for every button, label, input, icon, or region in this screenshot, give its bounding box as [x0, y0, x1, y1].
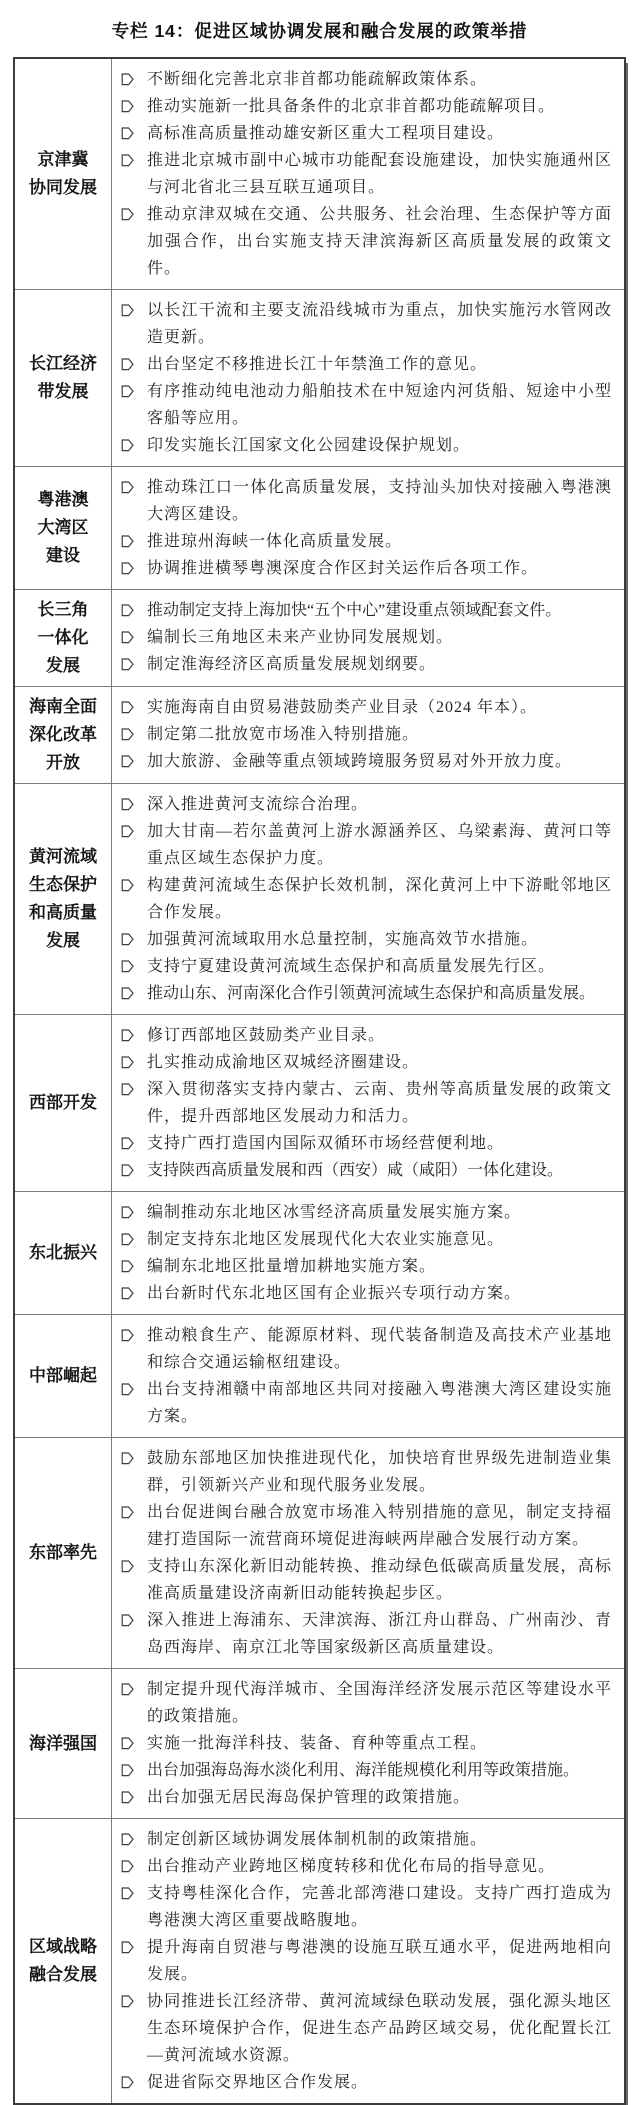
- pentagon-bullet-icon: [121, 986, 134, 1000]
- policy-item-text: 推动珠江口一体化高质量发展，支持汕头加快对接融入粤港澳大湾区建设。: [147, 479, 612, 523]
- pentagon-bullet-icon: [121, 1886, 134, 1900]
- pentagon-bullet-icon: [121, 1790, 134, 1804]
- section-label: [15, 687, 112, 783]
- section-label-line: 融合发展: [29, 1965, 97, 1984]
- section-label-line: 长江经济: [29, 354, 97, 373]
- pentagon-bullet-icon: [121, 1940, 134, 1954]
- bullet-marker: [121, 1076, 147, 1101]
- policy-item: [112, 818, 612, 872]
- policy-item: [112, 1853, 612, 1880]
- section-items: [112, 1015, 624, 1191]
- section-label-line: 带发展: [37, 382, 89, 401]
- section-label-line: 粤港澳: [37, 490, 89, 509]
- policy-item-text: 有序推动纯电池动力船舶技术在中短途内河货船、短途中小型客船等应用。: [147, 383, 612, 427]
- policy-item-text: 制定提升现代海洋城市、全国海洋经济发展示范区等建设水平的政策措施。: [147, 1681, 612, 1725]
- bullet-marker: [121, 474, 147, 499]
- policy-item-text: 出台坚定不移推进长江十年禁渔工作的意见。: [147, 356, 488, 373]
- pentagon-bullet-icon: [121, 357, 134, 371]
- policy-item-text: 支持山东深化新旧动能转换、推动绿色低碳高质量发展，高标准高质量建设济南新旧动能转换起步区。: [147, 1558, 612, 1602]
- policy-item: [112, 528, 612, 555]
- section-row: [15, 686, 624, 783]
- section-label-line: 区域战略: [29, 1937, 97, 1956]
- bullet-marker: [121, 1607, 147, 1632]
- policy-item: [112, 1553, 612, 1607]
- policy-item: [112, 1199, 612, 1226]
- bullet-marker: [121, 1934, 147, 1959]
- bullet-marker: [121, 748, 147, 773]
- policy-item-text: 深入推进黄河支流综合治理。: [147, 796, 369, 813]
- section-row: [15, 1191, 624, 1314]
- policy-item: [112, 1280, 612, 1307]
- bullet-marker: [121, 1757, 147, 1782]
- section-label-line: 京津冀: [37, 150, 89, 169]
- bullet-marker: [121, 1784, 147, 1809]
- section-row: [15, 783, 624, 1014]
- policy-item: [112, 1988, 612, 2069]
- pentagon-bullet-icon: [121, 878, 134, 892]
- policy-item: [112, 147, 612, 201]
- policy-item-text: 以长江干流和主要支流沿线城市为重点，加快实施污水管网改造更新。: [147, 302, 612, 346]
- bullet-marker: [121, 791, 147, 816]
- bullet-marker: [121, 297, 147, 322]
- page-title: 专栏 14：促进区域协调发展和融合发展的政策举措: [111, 21, 528, 41]
- policy-item: [112, 953, 612, 980]
- pentagon-bullet-icon: [121, 126, 134, 140]
- pentagon-bullet-icon: [121, 1055, 134, 1069]
- bullet-marker: [121, 1880, 147, 1905]
- pentagon-bullet-icon: [121, 1163, 134, 1177]
- bullet-marker: [121, 1226, 147, 1251]
- pentagon-bullet-icon: [121, 959, 134, 973]
- pentagon-bullet-icon: [121, 1136, 134, 1150]
- policy-item-text: 协同推进长江经济带、黄河流域绿色联动发展，强化源头地区生态环境保护合作，促进生态产品跨区域交易，优化配置长江—黄河流域水资源。: [147, 1993, 612, 2064]
- section-label-line: 中部崛起: [29, 1366, 97, 1385]
- pentagon-bullet-icon: [121, 72, 134, 86]
- policy-item: [112, 474, 612, 528]
- pentagon-bullet-icon: [121, 797, 134, 811]
- pentagon-bullet-icon: [121, 303, 134, 317]
- policy-item: [112, 791, 612, 818]
- section-items: [112, 290, 624, 466]
- pentagon-bullet-icon: [121, 438, 134, 452]
- section-label-line: 发展: [46, 656, 80, 675]
- policy-item-text: 实施一批海洋科技、装备、育种等重点工程。: [147, 1735, 488, 1752]
- section-label: [15, 1015, 112, 1191]
- pentagon-bullet-icon: [121, 700, 134, 714]
- section-label-line: 一体化: [37, 628, 89, 647]
- policy-item-text: 推动山东、河南深化合作引领黄河流域生态保护和高质量发展。: [147, 985, 596, 1002]
- policy-item: [112, 748, 612, 775]
- policy-item-text: 提升海南自贸港与粤港澳的设施互联互通水平，促进两地相向发展。: [147, 1939, 612, 1983]
- policy-item: [112, 1076, 612, 1130]
- section-row: [15, 59, 624, 289]
- section-row: [15, 466, 624, 589]
- pentagon-bullet-icon: [121, 657, 134, 671]
- policy-item: [112, 66, 612, 93]
- policy-item: [112, 980, 612, 1007]
- policy-item-text: 构建黄河流域生态保护长效机制，深化黄河上中下游毗邻地区合作发展。: [147, 877, 612, 921]
- section-row: [15, 1437, 624, 1668]
- pentagon-bullet-icon: [121, 754, 134, 768]
- pentagon-bullet-icon: [121, 1736, 134, 1750]
- policy-item: [112, 1322, 612, 1376]
- section-items: [112, 590, 624, 686]
- section-label: [15, 1192, 112, 1314]
- policy-item: [112, 694, 612, 721]
- section-row: [15, 289, 624, 466]
- policy-item-text: 扎实推动成渝地区双城经济圈建设。: [147, 1054, 420, 1071]
- bullet-marker: [121, 651, 147, 676]
- bullet-marker: [121, 1322, 147, 1347]
- policy-item: [112, 1226, 612, 1253]
- pentagon-bullet-icon: [121, 1205, 134, 1219]
- bullet-marker: [121, 1022, 147, 1047]
- bullet-marker: [121, 2069, 147, 2094]
- bullet-marker: [121, 201, 147, 226]
- bullet-marker: [121, 351, 147, 376]
- bullet-marker: [121, 1826, 147, 1851]
- policy-item: [112, 1253, 612, 1280]
- policy-item-text: 印发实施长江国家文化公园建设保护规划。: [147, 437, 471, 454]
- policy-item: [112, 1784, 612, 1811]
- section-label-line: 发展: [46, 931, 80, 950]
- section-label-line: 深化改革: [29, 725, 97, 744]
- bullet-marker: [121, 953, 147, 978]
- policy-item: [112, 1376, 612, 1430]
- pentagon-bullet-icon: [121, 1328, 134, 1342]
- policy-item-text: 支持陕西高质量发展和西（西安）咸（咸阳）一体化建设。: [147, 1162, 564, 1179]
- bullet-marker: [121, 1253, 147, 1278]
- policy-item-text: 实施海南自由贸易港鼓励类产业目录（2024 年本）。: [147, 699, 538, 716]
- policy-item: [112, 1049, 612, 1076]
- policy-item-text: 推进北京城市副中心城市功能配套设施建设，加快实施通州区与河北省北三县互联互通项目。: [147, 152, 612, 196]
- bullet-marker: [121, 980, 147, 1005]
- section-label: [15, 1819, 112, 2103]
- bullet-marker: [121, 872, 147, 897]
- pentagon-bullet-icon: [121, 1451, 134, 1465]
- section-items: [112, 1819, 624, 2103]
- pentagon-bullet-icon: [121, 603, 134, 617]
- pentagon-bullet-icon: [121, 534, 134, 548]
- bullet-marker: [121, 624, 147, 649]
- pentagon-bullet-icon: [121, 1994, 134, 2008]
- policy-item-text: 深入推进上海浦东、天津滨海、浙江舟山群岛、广州南沙、青岛西海岸、南京江北等国家级新区高质量建设。: [147, 1612, 612, 1656]
- policy-item-text: 促进省际交界地区合作发展。: [147, 2074, 369, 2091]
- section-label: [15, 59, 112, 289]
- section-row: [15, 1314, 624, 1437]
- policy-item: [112, 1757, 612, 1784]
- bullet-marker: [121, 1730, 147, 1755]
- policy-measures-table: [13, 57, 626, 2105]
- policy-item-text: 制定淮海经济区高质量发展规划纲要。: [147, 656, 437, 673]
- section-label-line: 海南全面: [29, 697, 97, 716]
- policy-item: [112, 297, 612, 351]
- section-items: [112, 1315, 624, 1437]
- policy-item: [112, 378, 612, 432]
- section-row: [15, 1818, 624, 2103]
- bullet-marker: [121, 1676, 147, 1701]
- policy-item: [112, 1826, 612, 1853]
- policy-item-text: 修订西部地区鼓励类产业目录。: [147, 1027, 386, 1044]
- section-label: [15, 590, 112, 686]
- policy-item: [112, 721, 612, 748]
- pentagon-bullet-icon: [121, 480, 134, 494]
- policy-item: [112, 2069, 612, 2096]
- policy-item: [112, 651, 612, 678]
- policy-item-text: 推进琼州海峡一体化高质量发展。: [147, 533, 403, 550]
- pentagon-bullet-icon: [121, 630, 134, 644]
- pentagon-bullet-icon: [121, 1505, 134, 1519]
- section-label-line: 东北振兴: [29, 1243, 97, 1262]
- section-label-line: 协同发展: [29, 178, 97, 197]
- pentagon-bullet-icon: [121, 561, 134, 575]
- section-label-line: 黄河流域: [29, 847, 97, 866]
- bullet-marker: [121, 120, 147, 145]
- policy-item: [112, 1130, 612, 1157]
- policy-item-text: 出台支持湘赣中南部地区共同对接融入粤港澳大湾区建设实施方案。: [147, 1381, 612, 1425]
- pentagon-bullet-icon: [121, 153, 134, 167]
- section-items: [112, 59, 624, 289]
- policy-item-text: 鼓励东部地区加快推进现代化，加快培育世界级先进制造业集群，引领新兴产业和现代服务业发展。: [147, 1450, 612, 1494]
- pentagon-bullet-icon: [121, 1859, 134, 1873]
- pentagon-bullet-icon: [121, 1763, 134, 1777]
- section-row: [15, 1014, 624, 1191]
- policy-item: [112, 1022, 612, 1049]
- policy-item: [112, 93, 612, 120]
- bullet-marker: [121, 528, 147, 553]
- policy-item-text: 推动京津双城在交通、公共服务、社会治理、生态保护等方面加强合作，出台实施支持天津滨海新区高质量发展的政策文件。: [147, 206, 612, 277]
- pentagon-bullet-icon: [121, 384, 134, 398]
- policy-item: [112, 1730, 612, 1757]
- bullet-marker: [121, 432, 147, 457]
- pentagon-bullet-icon: [121, 1082, 134, 1096]
- bullet-marker: [121, 1988, 147, 2013]
- bullet-marker: [121, 378, 147, 403]
- policy-item-text: 出台加强海岛海水淡化利用、海洋能规模化利用等政策措施。: [147, 1762, 580, 1779]
- pentagon-bullet-icon: [121, 99, 134, 113]
- pentagon-bullet-icon: [121, 1613, 134, 1627]
- bullet-marker: [121, 1157, 147, 1182]
- bullet-marker: [121, 721, 147, 746]
- policy-item-text: 深入贯彻落实支持内蒙古、云南、贵州等高质量发展的政策文件，提升西部地区发展动力和活力。: [147, 1081, 612, 1125]
- policy-item-text: 协调推进横琴粤澳深度合作区封关运作后各项工作。: [147, 560, 539, 577]
- section-row: [15, 1668, 624, 1818]
- section-items: [112, 687, 624, 783]
- policy-item-text: 加大甘南—若尔盖黄河上游水源涵养区、乌梁素海、黄河口等重点区域生态保护力度。: [147, 823, 612, 867]
- policy-item-text: 制定支持东北地区发展现代化大农业实施意见。: [147, 1231, 505, 1248]
- bullet-marker: [121, 1445, 147, 1470]
- section-label: [15, 290, 112, 466]
- bullet-marker: [121, 1376, 147, 1401]
- section-label: [15, 1669, 112, 1818]
- section-items: [112, 467, 624, 589]
- pentagon-bullet-icon: [121, 1832, 134, 1846]
- policy-item: [112, 1445, 612, 1499]
- policy-item: [112, 1676, 612, 1730]
- policy-item-text: 出台加强无居民海岛保护管理的政策措施。: [147, 1789, 471, 1806]
- policy-item-text: 出台新时代东北地区国有企业振兴专项行动方案。: [147, 1285, 522, 1302]
- section-label-line: 长三角: [37, 600, 89, 619]
- section-label-line: 和高质量: [29, 903, 97, 922]
- pentagon-bullet-icon: [121, 824, 134, 838]
- section-label-line: 大湾区: [37, 518, 89, 537]
- policy-item-text: 编制推动东北地区冰雪经济高质量发展实施方案。: [147, 1204, 522, 1221]
- bullet-marker: [121, 1853, 147, 1878]
- bullet-marker: [121, 147, 147, 172]
- pentagon-bullet-icon: [121, 1028, 134, 1042]
- pentagon-bullet-icon: [121, 727, 134, 741]
- policy-item-text: 编制长三角地区未来产业协同发展规划。: [147, 629, 454, 646]
- policy-item: [112, 1157, 612, 1184]
- policy-item: [112, 120, 612, 147]
- policy-item: [112, 351, 612, 378]
- section-label: [15, 1438, 112, 1668]
- section-row: [15, 589, 624, 686]
- section-items: [112, 1192, 624, 1314]
- policy-item-text: 制定创新区域协调发展体制机制的政策措施。: [147, 1831, 488, 1848]
- policy-item-text: 编制东北地区批量增加耕地实施方案。: [147, 1258, 437, 1275]
- bullet-marker: [121, 93, 147, 118]
- bullet-marker: [121, 1280, 147, 1305]
- policy-item-text: 支持广西打造国内国际双循环市场经营便利地。: [147, 1135, 505, 1152]
- section-label: [15, 467, 112, 589]
- pentagon-bullet-icon: [121, 1232, 134, 1246]
- policy-item: [112, 1934, 612, 1988]
- bullet-marker: [121, 818, 147, 843]
- section-label-line: 生态保护: [29, 875, 97, 894]
- policy-item-text: 高标准高质量推动雄安新区重大工程项目建设。: [147, 125, 505, 142]
- policy-item-text: 支持宁夏建设黄河流域生态保护和高质量发展先行区。: [147, 958, 556, 975]
- policy-item-text: 支持粤桂深化合作，完善北部湾港口建设。支持广西打造成为粤港澳大湾区重要战略腹地。: [147, 1885, 612, 1929]
- section-label-line: 东部率先: [29, 1543, 97, 1562]
- policy-item: [112, 201, 612, 282]
- bullet-marker: [121, 597, 147, 622]
- bullet-marker: [121, 66, 147, 91]
- pentagon-bullet-icon: [121, 207, 134, 221]
- section-items: [112, 1438, 624, 1668]
- policy-item: [112, 1880, 612, 1934]
- policy-item-text: 出台促进闽台融合放宽市场准入特别措施的意见，制定支持福建打造国际一流营商环境促进海峡两岸融合发展行动方案。: [147, 1504, 612, 1548]
- section-label: [15, 784, 112, 1014]
- policy-item: [112, 597, 612, 624]
- section-items: [112, 1669, 624, 1818]
- section-label-line: 海洋强国: [29, 1733, 97, 1753]
- pentagon-bullet-icon: [121, 2075, 134, 2089]
- bullet-marker: [121, 1499, 147, 1524]
- pentagon-bullet-icon: [121, 1682, 134, 1696]
- policy-item-text: 出台推动产业跨地区梯度转移和优化布局的指导意见。: [147, 1858, 556, 1875]
- pentagon-bullet-icon: [121, 932, 134, 946]
- policy-item-text: 推动制定支持上海加快“五个中心”建设重点领域配套文件。: [147, 602, 562, 619]
- section-label-line: 建设: [46, 546, 80, 565]
- policy-item: [112, 1607, 612, 1661]
- pentagon-bullet-icon: [121, 1286, 134, 1300]
- section-label-line: 开放: [46, 753, 80, 772]
- pentagon-bullet-icon: [121, 1382, 134, 1396]
- bullet-marker: [121, 1130, 147, 1155]
- policy-item-text: 推动实施新一批具备条件的北京非首都功能疏解项目。: [147, 98, 556, 115]
- section-label-line: 西部开发: [29, 1093, 97, 1112]
- policy-item: [112, 926, 612, 953]
- policy-item: [112, 432, 612, 459]
- bullet-marker: [121, 1049, 147, 1074]
- policy-item-text: 推动粮食生产、能源原材料、现代装备制造及高技术产业基地和综合交通运输枢纽建设。: [147, 1327, 612, 1371]
- bullet-marker: [121, 1199, 147, 1224]
- bullet-marker: [121, 926, 147, 951]
- policy-item: [112, 872, 612, 926]
- bullet-marker: [121, 555, 147, 580]
- pentagon-bullet-icon: [121, 1559, 134, 1573]
- policy-item-text: 不断细化完善北京非首都功能疏解政策体系。: [147, 71, 488, 88]
- policy-item: [112, 624, 612, 651]
- bullet-marker: [121, 694, 147, 719]
- policy-item: [112, 555, 612, 582]
- policy-item: [112, 1499, 612, 1553]
- section-items: [112, 784, 624, 1014]
- section-label: [15, 1315, 112, 1437]
- bullet-marker: [121, 1553, 147, 1578]
- pentagon-bullet-icon: [121, 1259, 134, 1273]
- policy-item-text: 加大旅游、金融等重点领域跨境服务贸易对外开放力度。: [147, 753, 573, 770]
- policy-item-text: 加强黄河流域取用水总量控制，实施高效节水措施。: [147, 931, 539, 948]
- policy-item-text: 制定第二批放宽市场准入特别措施。: [147, 726, 420, 743]
